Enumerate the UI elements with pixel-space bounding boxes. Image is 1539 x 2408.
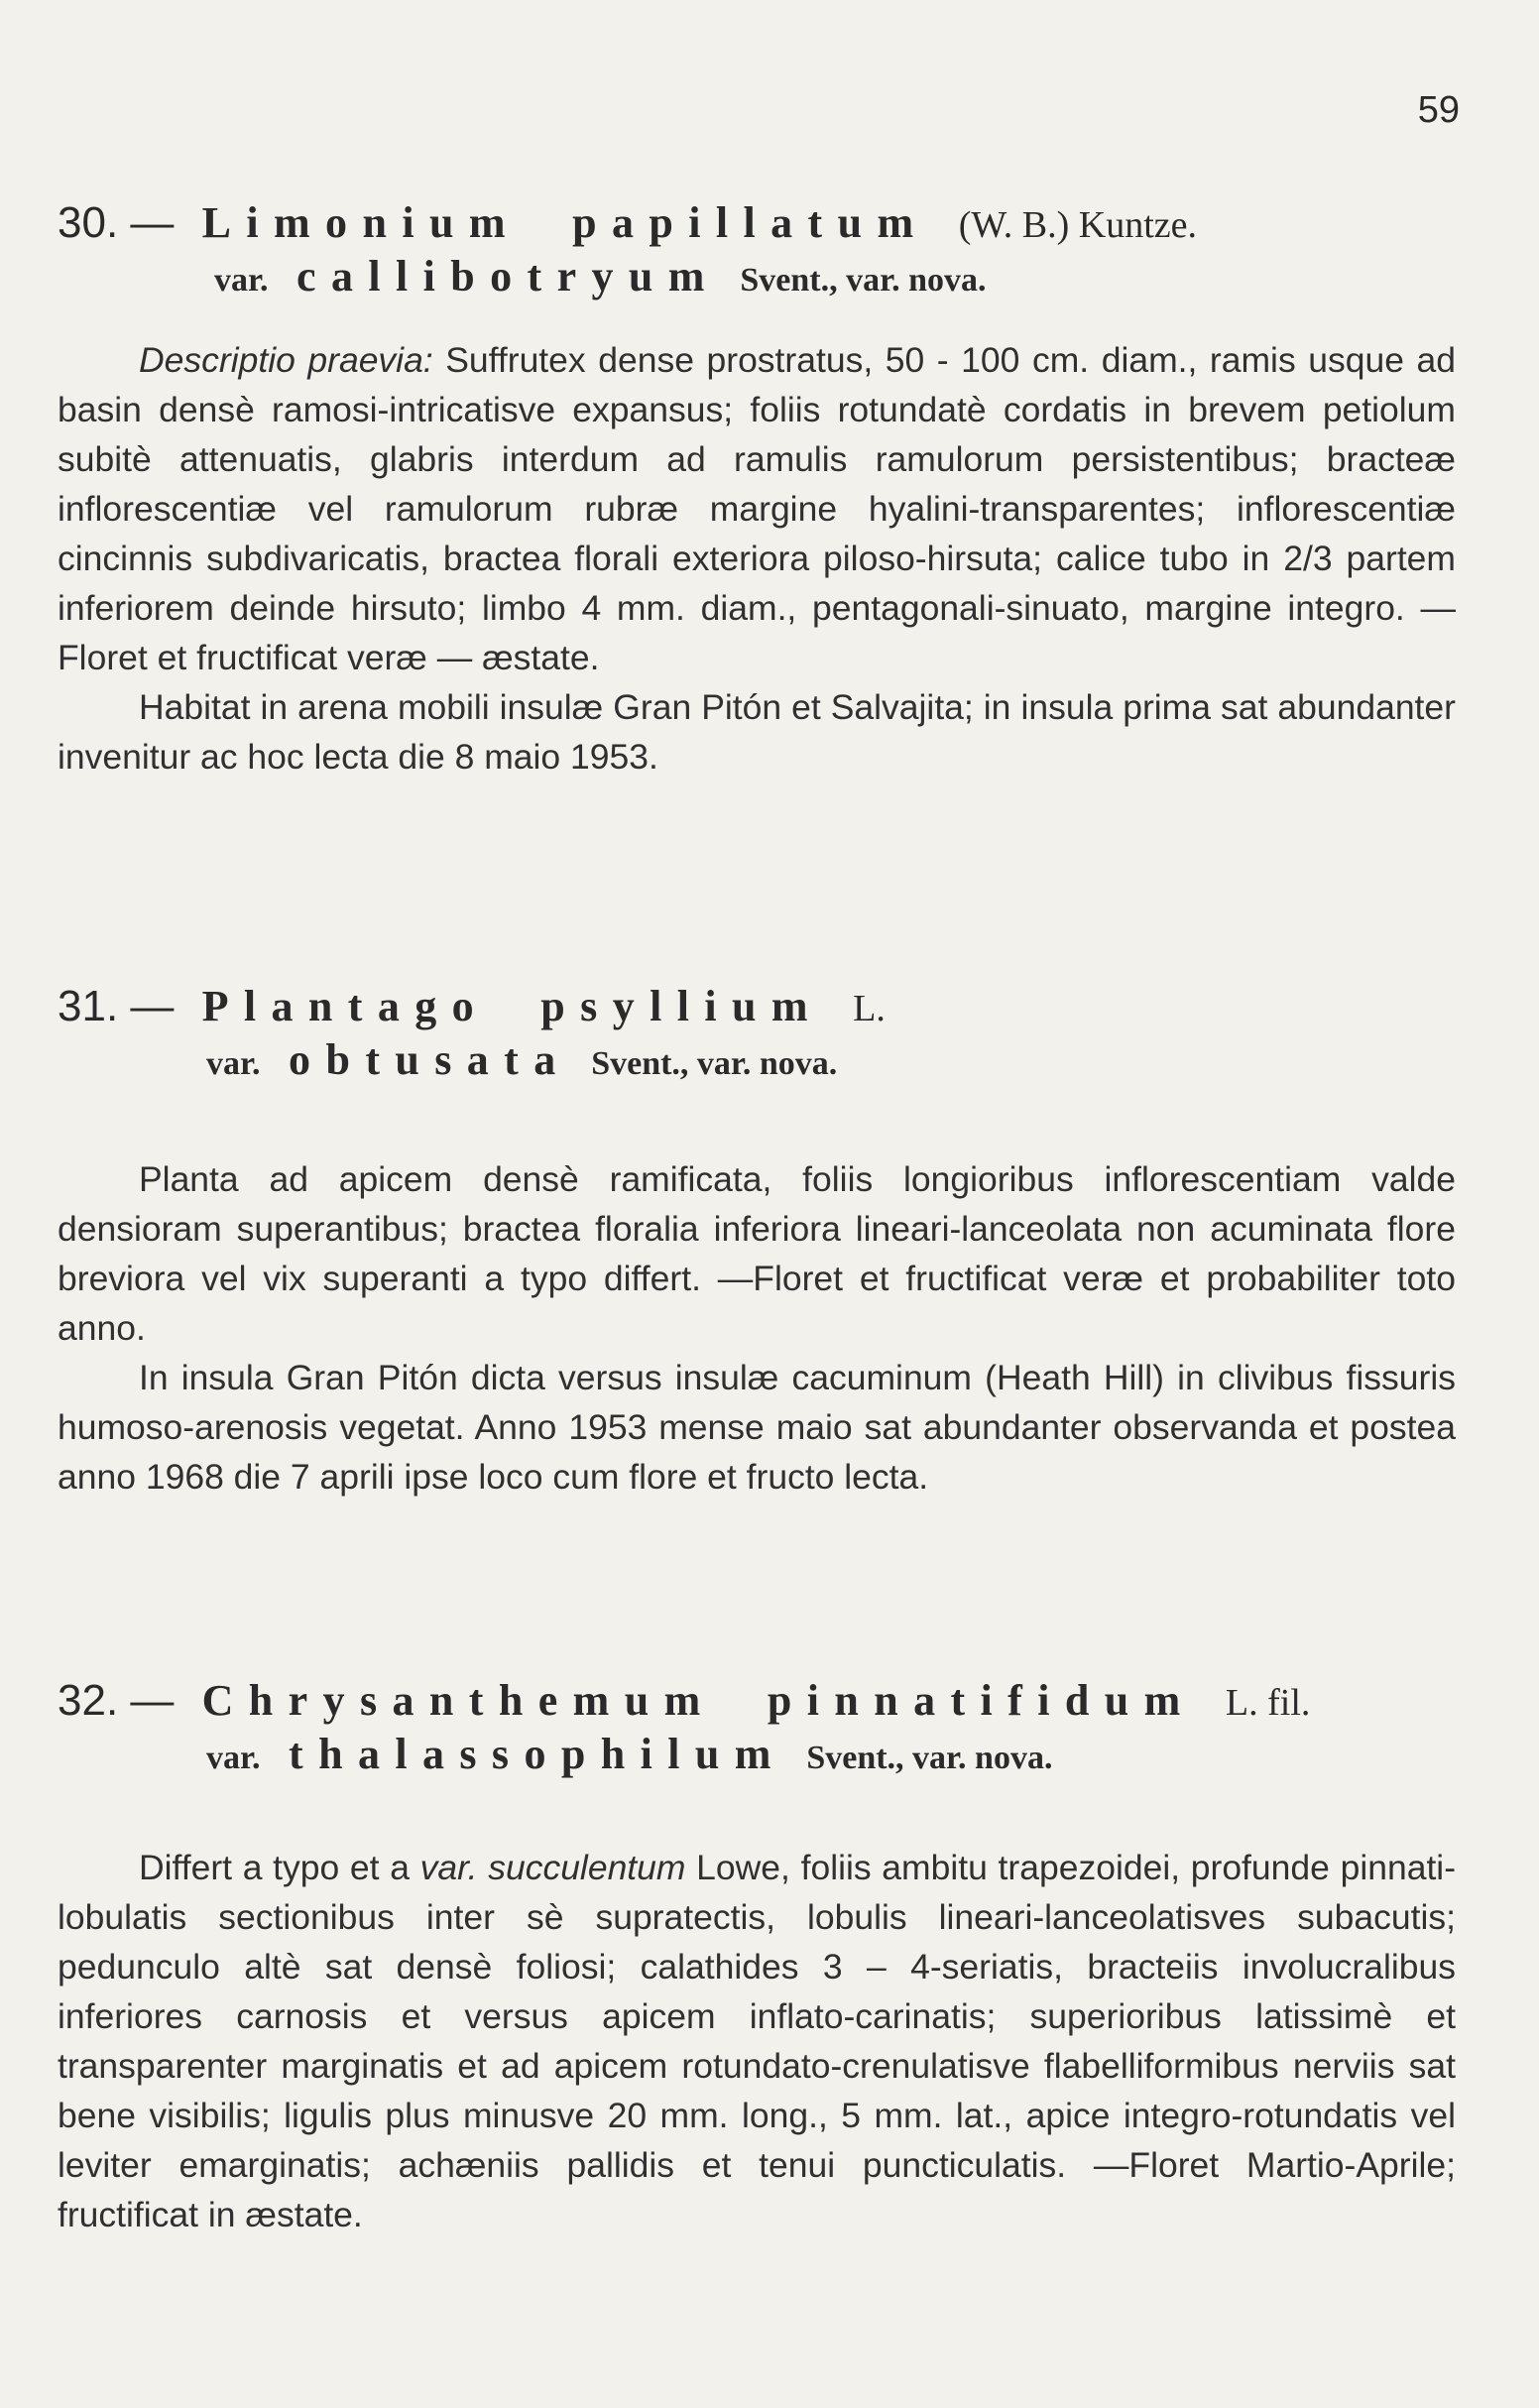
entry-31 (58, 982, 1456, 1502)
variety-name: thalassophilum (289, 1729, 786, 1778)
entry-32 (58, 1676, 1456, 2239)
description-paragraph (58, 1843, 1456, 2239)
variety-reference: var. succulentum (419, 1847, 686, 1887)
description-paragraph: Planta ad apicem densè ramificata, foliis longioribus inflorescentiam valde densioram superantibus; bractea floralia inferiora lineari-lanceolata non acuminata flore breviora vel vix superanti a typo differt. —Floret et fructificat veræ et probabiliter toto anno. (58, 1158, 1456, 1348)
habitat-paragraph: In insula Gran Pitón dicta versus insulæ cacuminum (Heath Hill) in clivibus fissuris humoso-arenosis vegetat. Anno 1953 mense maio sat abundanter observanda et postea anno 1968 die 7 aprili ipse loco cum flore et fructo lecta. (58, 1357, 1456, 1497)
variety-label: var. (214, 261, 269, 299)
entry-number: 31. — (58, 982, 175, 1030)
variety-author: Svent., var. nova. (806, 1739, 1053, 1776)
species-epithet: psyllium (540, 982, 823, 1030)
variety-label: var. (206, 1044, 261, 1082)
entry-30 (58, 198, 1456, 782)
genus-name: Limonium (201, 198, 521, 247)
variety-author: Svent., var. nova. (740, 261, 987, 299)
variety-name: callibotryum (296, 251, 720, 301)
species-epithet: papillatum (572, 198, 929, 247)
variety-line (214, 251, 1456, 301)
page-number: 59 (1417, 89, 1460, 131)
description-text-start: Differt a typo et a (139, 1847, 420, 1887)
author-citation: L. (853, 988, 886, 1029)
variety-line (206, 1729, 1456, 1779)
species-epithet: pinnatifidum (767, 1676, 1196, 1725)
author-citation: L. fil. (1225, 1682, 1311, 1724)
description-paragraph (58, 335, 1456, 682)
genus-name: Chrysanthemum (201, 1676, 716, 1725)
entry-heading (58, 982, 1456, 1032)
entry-number: 30. — (58, 198, 175, 247)
variety-name: obtusata (289, 1034, 571, 1084)
description-lead: Descriptio praevia: (139, 339, 433, 380)
variety-author: Svent., var. nova. (591, 1044, 838, 1082)
variety-line (206, 1034, 1456, 1085)
author-citation: (W. B.) Kuntze. (958, 204, 1197, 246)
entry-heading (58, 198, 1456, 249)
entry-number: 32. — (58, 1676, 175, 1725)
genus-name: Plantago (201, 982, 490, 1030)
variety-label: var. (206, 1739, 261, 1776)
habitat-paragraph: Habitat in arena mobili insulæ Gran Pitón et Salvajita; in insula prima sat abundanter invenitur ac hoc lecta die 8 maio 1953. (58, 686, 1456, 777)
description-text-rest: Lowe, foliis ambitu trapezoidei, profunde pinnati-lobulatis sectionibus inter sè supratectis, lobulis lineari-lanceolatisves subacutis; pedunculo altè sat densè foliosi; calathides 3 – 4-seriatis, bracteiis involucralibus inferiores carnosis et versus apicem inflato-carinatis; superioribus latissimè et transparenter marginatis et ad apicem rotundato-crenulatisve flabelliformibus nerviis sat bene visibilis; ligulis plus minusve 20 mm. long., 5 mm. lat., apice integro-rotundatis vel leviter emarginatis; achæniis pallidis et tenui puncticulatis. —Floret Martio-Aprile; fructificat in æstate. (58, 1847, 1457, 2234)
entry-heading (58, 1676, 1456, 1727)
description-text: Suffrutex dense prostratus, 50 - 100 cm. diam., ramis usque ad basin densè ramosi-intricatisve expansus; foliis rotundatè cordatis in brevem petiolum subitè attenuatis, glabris interdum ad ramulis ramulorum persistentibus; bracteæ inflorescentiæ vel ramulorum rubræ margine hyalini-transparentes; inflorescentiæ cincinnis subdivaricatis, bractea florali exteriora piloso-hirsuta; calice tubo in 2/3 partem inferiorem deinde hirsuto; limbo 4 mm. diam., pentagonali-sinuato, margine integro. —Floret et fructificat veræ — æstate. (58, 339, 1457, 677)
